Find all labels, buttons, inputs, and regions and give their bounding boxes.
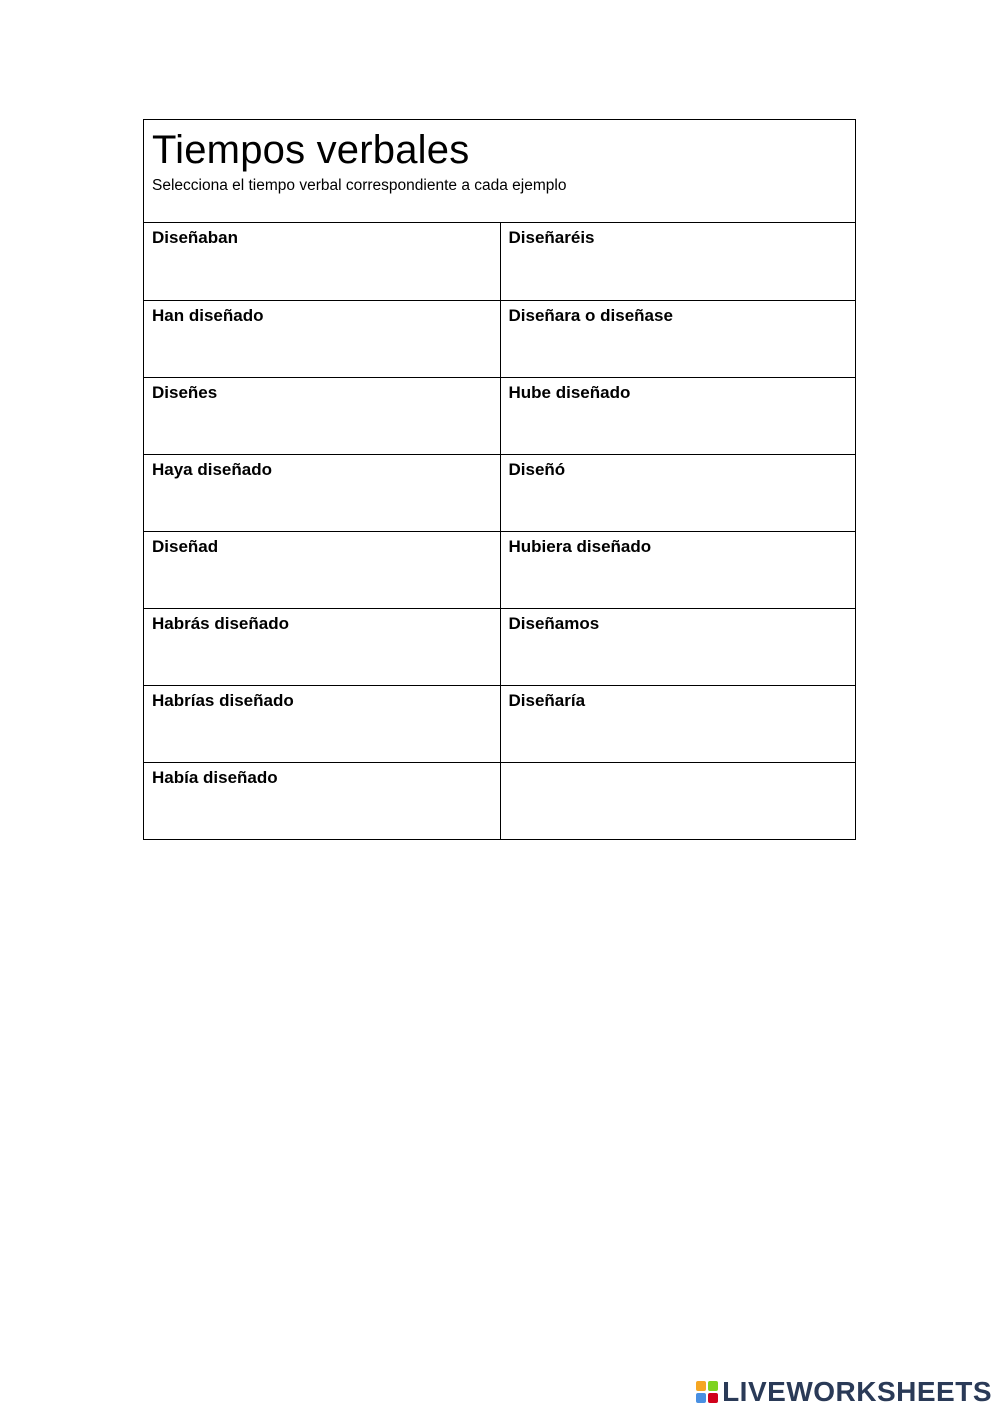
worksheet-card bbox=[143, 119, 856, 840]
instructions: Selecciona el tiempo verbal correspondiente a cada ejemplo bbox=[152, 177, 567, 194]
verb-cell: Diseñaban bbox=[144, 223, 500, 300]
verb-cell: Hubiera diseñado bbox=[500, 531, 855, 608]
table-row bbox=[144, 531, 855, 608]
verb-cell: Diseñes bbox=[144, 377, 500, 454]
table-row bbox=[144, 454, 855, 531]
verb-cell: Diseñaréis bbox=[508, 228, 595, 247]
verb-cell: Han diseñado bbox=[144, 300, 500, 377]
table-row bbox=[144, 685, 855, 762]
verb-cell: Diseñamos bbox=[500, 608, 855, 685]
logo-mark-icon bbox=[696, 1381, 718, 1403]
verb-cell: Diseñara o diseñase bbox=[500, 300, 855, 377]
verb-cell: Habrías diseñado bbox=[144, 685, 500, 762]
liveworksheets-logo bbox=[696, 1377, 992, 1407]
table-row bbox=[144, 762, 855, 839]
verb-cell: Había diseñado bbox=[144, 762, 500, 839]
table-row bbox=[144, 223, 855, 300]
logo-square-icon bbox=[696, 1381, 706, 1391]
verb-cell: Hube diseñado bbox=[500, 377, 855, 454]
logo-square-icon bbox=[708, 1393, 718, 1403]
table-row bbox=[144, 377, 855, 454]
worksheet-header bbox=[144, 120, 855, 223]
verb-cell: Diseñaría bbox=[500, 685, 855, 762]
logo-text: LIVEWORKSHEETS bbox=[722, 1376, 992, 1407]
page-title: Tiempos verbales bbox=[152, 128, 470, 172]
verb-cell: Haya diseñado bbox=[144, 454, 500, 531]
verb-cell: Diseñad bbox=[144, 531, 500, 608]
verb-grid bbox=[144, 223, 855, 839]
table-row bbox=[144, 608, 855, 685]
logo-square-icon bbox=[708, 1381, 718, 1391]
verb-cell: Habrás diseñado bbox=[144, 608, 500, 685]
logo-square-icon bbox=[696, 1393, 706, 1403]
table-row bbox=[144, 300, 855, 377]
verb-cell: Diseñó bbox=[500, 454, 855, 531]
verb-cell-empty bbox=[500, 762, 855, 839]
